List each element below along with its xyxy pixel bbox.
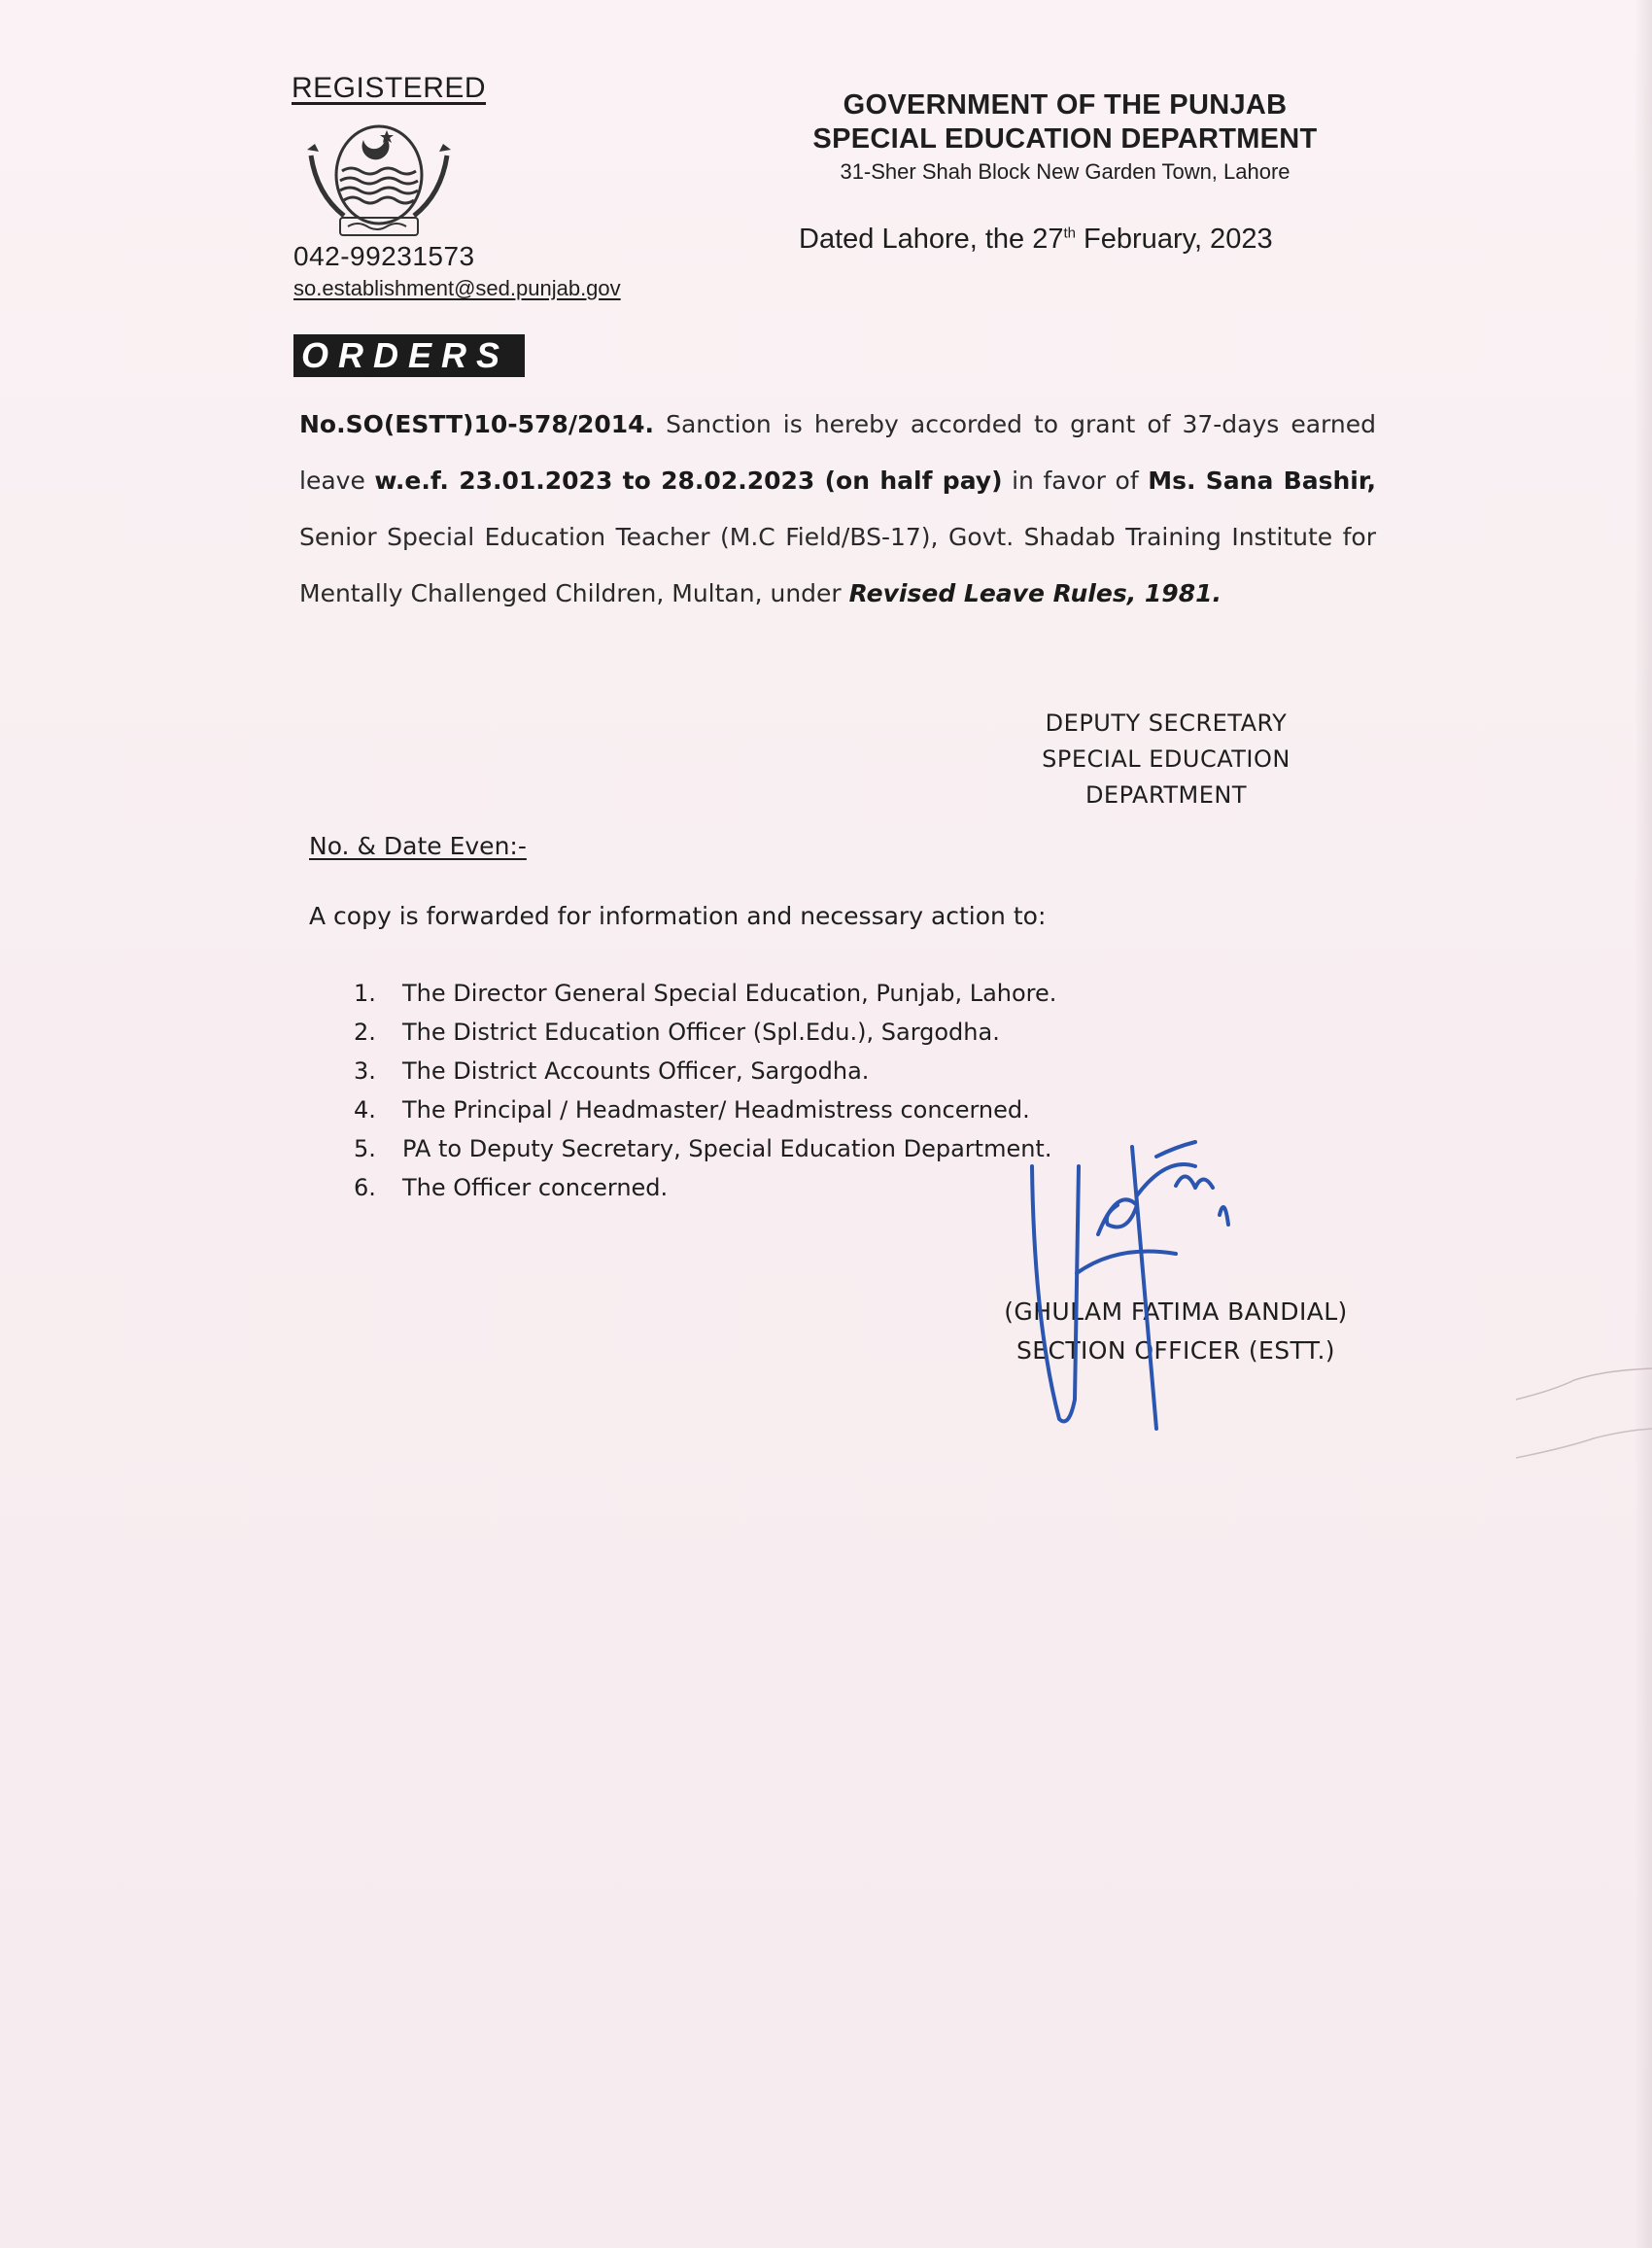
recipient-list bbox=[354, 974, 1056, 1207]
list-item bbox=[354, 1129, 1056, 1168]
page-edge-shadow bbox=[1635, 0, 1652, 2248]
issuer-line-3: DEPARTMENT bbox=[1084, 781, 1248, 809]
department-title: SPECIAL EDUCATION DEPARTMENT bbox=[812, 123, 1318, 155]
leave-period: w.e.f. 23.01.2023 to 28.02.2023 (on half pay) bbox=[374, 467, 1003, 495]
government-title: GOVERNMENT OF THE PUNJAB bbox=[843, 89, 1288, 121]
list-number: 3. bbox=[354, 1057, 376, 1085]
list-number: 2. bbox=[354, 1019, 376, 1046]
orders-heading: ORDERS bbox=[293, 334, 525, 377]
phone-number: 042-99231573 bbox=[293, 241, 475, 271]
list-text: The Director General Special Education, Punjab, Lahore. bbox=[402, 980, 1057, 1007]
issuer-line-2: SPECIAL EDUCATION bbox=[1042, 745, 1291, 773]
letterhead bbox=[783, 89, 1347, 185]
list-number: 1. bbox=[354, 980, 376, 1007]
date-superscript: th bbox=[1063, 225, 1076, 242]
order-paragraph bbox=[299, 397, 1376, 622]
list-number: 6. bbox=[354, 1174, 376, 1201]
list-item bbox=[354, 1090, 1056, 1129]
email-address: so.establishment@sed.punjab.gov bbox=[293, 276, 621, 300]
punjab-emblem-icon bbox=[301, 117, 457, 243]
list-number: 5. bbox=[354, 1135, 376, 1162]
list-text: The Principal / Headmaster/ Headmistress concerned. bbox=[402, 1096, 1030, 1124]
copy-intro: A copy is forwarded for information and necessary action to: bbox=[309, 902, 1047, 930]
list-item bbox=[354, 974, 1056, 1013]
order-text-1: Sanction is hereby accorded to grant of 37-days earned leave bbox=[299, 410, 1376, 495]
list-text: PA to Deputy Secretary, Special Education Department. bbox=[402, 1135, 1052, 1162]
list-item bbox=[354, 1052, 1056, 1090]
department-address: 31-Sher Shah Block New Garden Town, Lahore bbox=[840, 159, 1291, 184]
copy-heading: No. & Date Even:- bbox=[309, 832, 527, 860]
date-suffix: February, 2023 bbox=[1076, 224, 1273, 255]
employee-name: Ms. Sana Bashir, bbox=[1148, 467, 1377, 495]
list-text: The District Education Officer (Spl.Edu.), Sargodha. bbox=[402, 1019, 1000, 1046]
order-text-3: Senior Special Education Teacher (M.C Field/BS-17), Govt. Shadab Training Institute for Mentally Challenged Children, Multan, under bbox=[299, 523, 1376, 607]
paper-tear-mark bbox=[1516, 1361, 1652, 1497]
list-text: The District Accounts Officer, Sargodha. bbox=[402, 1057, 870, 1085]
list-item bbox=[354, 1168, 1056, 1207]
signatory-name: (GHULAM FATIMA BANDIAL) bbox=[1004, 1297, 1348, 1326]
signatory-designation: SECTION OFFICER (ESTT.) bbox=[1016, 1336, 1335, 1365]
list-number: 4. bbox=[354, 1096, 376, 1124]
date-prefix: Dated Lahore, the 27 bbox=[799, 224, 1064, 255]
date-line bbox=[799, 224, 1273, 256]
registered-label: REGISTERED bbox=[292, 72, 487, 104]
leave-rules: Revised Leave Rules, 1981. bbox=[848, 579, 1222, 607]
list-item bbox=[354, 1013, 1056, 1052]
order-text-2: in favor of bbox=[1002, 467, 1149, 495]
issuer-line-1: DEPUTY SECRETARY bbox=[1045, 709, 1288, 737]
reference-number: No.SO(ESTT)10-578/2014. bbox=[299, 410, 655, 438]
list-text: The Officer concerned. bbox=[402, 1174, 669, 1201]
issuing-authority bbox=[1001, 706, 1331, 813]
handwritten-signature bbox=[1030, 1127, 1263, 1458]
